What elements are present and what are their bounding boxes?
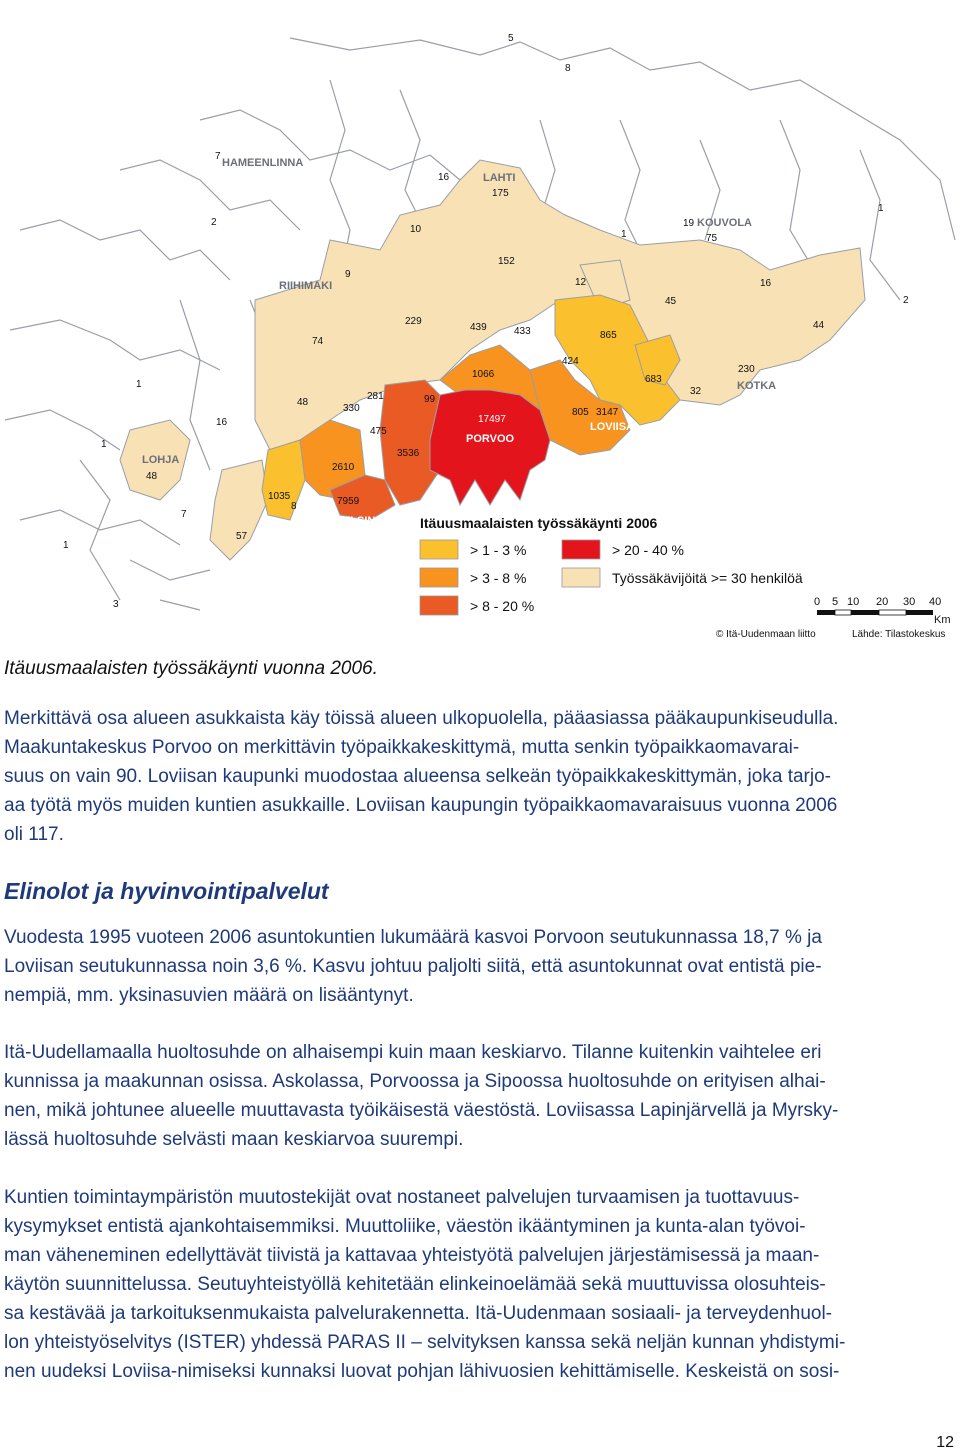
legend-title: Itäuusmaalaisten työssäkäynti 2006 — [420, 515, 658, 531]
legend-swatch-dark-orange — [420, 596, 458, 615]
paragraph-3: Itä-Uudellamaalla huoltosuhde on alhaisempi kuin maan keskiarvo. Tilanne kuitenkin vaihtelee eri kunnissa ja maakunnan osissa. Askolassa, Porvoossa ja Sipoossa huoltosuhde on erityisen alhai- nen, mikä johtunee alueelle muuttavasta työikäisestä väestöstä. Loviisassa Lapinjärvellä ja Myrsky- lässä huoltosuhde selvästi maan keskiarvoa suurempi. — [4, 1042, 839, 1150]
legend-swatch-yellow — [420, 540, 458, 559]
svg-text:99: 99 — [424, 394, 436, 405]
city-riihimaki: RIIHIMAKI — [279, 280, 333, 292]
svg-text:40: 40 — [929, 596, 942, 608]
svg-text:3536: 3536 — [397, 448, 420, 459]
paragraph-2: Vuodesta 1995 vuoteen 2006 asuntokuntien lukumäärä kasvoi Porvoon seutukunnassa 18,7 % ja Loviisan seutukunnassa noin 3,6 %. Kasvu johtuu paljolti siitä, että asuntokunnat ovat entistä pie- nempiä, mm. yksinasuvien määrä on lisääntynyt. — [4, 927, 822, 1006]
svg-text:2: 2 — [211, 217, 217, 228]
svg-text:865: 865 — [600, 330, 617, 341]
svg-text:48: 48 — [146, 471, 158, 482]
svg-text:32: 32 — [690, 386, 702, 397]
svg-text:229: 229 — [405, 316, 422, 327]
svg-text:48: 48 — [297, 397, 309, 408]
city-lahti: LAHTI — [483, 172, 516, 184]
svg-text:7959: 7959 — [337, 496, 360, 507]
svg-text:330: 330 — [343, 403, 360, 414]
svg-text:Km: Km — [934, 614, 951, 626]
svg-text:3: 3 — [113, 599, 119, 610]
svg-text:7: 7 — [181, 509, 187, 520]
figure-caption: Itäuusmaalaisten työssäkäynti vuonna 2006. — [4, 658, 378, 679]
city-lohja: LOHJA — [142, 454, 180, 466]
city-kotka: KOTKA — [737, 380, 777, 392]
svg-text:424: 424 — [562, 356, 579, 367]
svg-text:230: 230 — [738, 364, 755, 375]
svg-text:16: 16 — [216, 417, 228, 428]
svg-text:8: 8 — [565, 63, 571, 74]
svg-text:433: 433 — [514, 326, 531, 337]
city-loviisa: LOVIISA — [590, 421, 635, 433]
source-text: Lähde: Tilastokeskus — [852, 629, 946, 640]
section-heading: Elinolot ja hyvinvointipalvelut — [4, 878, 329, 904]
svg-text:16: 16 — [760, 278, 772, 289]
employment-map — [0, 0, 960, 645]
svg-text:75: 75 — [706, 233, 718, 244]
svg-text:45: 45 — [665, 296, 677, 307]
legend-swatch-beige — [562, 568, 600, 587]
paragraph-1: Merkittävä osa alueen asukkaista käy töissä alueen ulkopuolella, pääasiassa pääkaupunkiseudulla. Maakuntakeskus Porvoo on merkittävin työpaikkakeskittymä, mutta senkin työpaikkaomavarai- suus on vain 90. Loviisan kaupunki muodostaa alueensa selkeän työpaikkakeskittymän, joka tarjo- aa työtä myös muiden kuntien asukkaille. Loviisan kaupungin työpaikkaomavaraisuus vuonna 2006 oli 117. — [4, 708, 839, 845]
svg-text:439: 439 — [470, 322, 487, 333]
svg-text:9: 9 — [345, 269, 351, 280]
svg-text:3147: 3147 — [596, 407, 619, 418]
svg-text:2610: 2610 — [332, 462, 355, 473]
city-helsinki: HELSINKI — [335, 515, 387, 527]
legend-label-orange: > 3 - 8 % — [470, 570, 527, 586]
svg-text:152: 152 — [498, 256, 515, 267]
city-hameenlinna: HAMEENLINNA — [222, 157, 304, 169]
svg-text:2: 2 — [903, 295, 909, 306]
svg-text:8: 8 — [291, 501, 297, 512]
legend-swatch-orange — [420, 568, 458, 587]
svg-text:12: 12 — [575, 277, 587, 288]
city-porvoo: PORVOO — [466, 433, 515, 445]
svg-text:1: 1 — [621, 229, 627, 240]
svg-text:1035: 1035 — [268, 491, 291, 502]
svg-text:1: 1 — [63, 540, 69, 551]
svg-text:1: 1 — [101, 439, 107, 450]
svg-text:1: 1 — [878, 203, 884, 214]
svg-text:1: 1 — [136, 379, 142, 390]
legend-label-dark-orange: > 8 - 20 % — [470, 598, 535, 614]
red-area-porvoo — [430, 390, 550, 505]
svg-text:57: 57 — [236, 531, 248, 542]
svg-text:16: 16 — [438, 172, 450, 183]
svg-text:5: 5 — [508, 33, 514, 44]
svg-text:19: 19 — [683, 218, 695, 229]
svg-text:281: 281 — [367, 391, 384, 402]
city-kouvola: KOUVOLA — [697, 217, 752, 229]
map-legend — [414, 508, 954, 620]
svg-text:20: 20 — [876, 596, 889, 608]
legend-label-beige: Työssäkävijöitä >= 30 henkilöä — [612, 570, 803, 586]
svg-text:7: 7 — [215, 151, 221, 162]
copyright-text: © Itä-Uudenmaan liitto — [716, 629, 816, 640]
svg-text:30: 30 — [903, 596, 916, 608]
legend-label-yellow: > 1 - 3 % — [470, 542, 527, 558]
legend-swatch-red — [562, 540, 600, 559]
svg-text:1066: 1066 — [472, 369, 495, 380]
svg-text:10: 10 — [847, 596, 860, 608]
paragraph-4: Kuntien toimintaympäristön muutostekijät ovat nostaneet palvelujen turvaamisen ja tuottavuus- kysymykset entistä ajankohtaisemmiksi. Muuttoliike, väestön ikääntyminen ja kunta-alan työvoi- man väheneminen edellyttävät tiivistä ja kattavaa yhteistyötä palvelujen järjestämisessä ja maan- käytön suunnittelussa. Seutuyhteistyöllä kehitetään elinkeinoelämää sekä muuttuvissa olosuhteis- sa kestävää ja tarkoituksenmukaista palvelurakennetta. Itä-Uudenmaan sosiaali- ja terveydenhuol- lon yhteistyöselvitys (ISTER) yhdessä PARAS II – selvityksen kanssa sekä neljän kunnan yhdistymi- nen uudeksi Loviisa-nimiseksi kunnaksi luovat pohjan lähivuosien kehittämiselle. Keskeistä on sosi- — [4, 1187, 846, 1382]
svg-text:175: 175 — [492, 188, 509, 199]
page-number: 12 — [936, 1434, 954, 1451]
legend-label-red: > 20 - 40 % — [612, 542, 684, 558]
svg-text:74: 74 — [312, 336, 324, 347]
svg-text:5: 5 — [832, 596, 839, 608]
scale-bar — [814, 596, 951, 626]
svg-text:0: 0 — [814, 596, 821, 608]
svg-text:475: 475 — [370, 426, 387, 437]
svg-text:44: 44 — [813, 320, 825, 331]
svg-text:683: 683 — [645, 374, 662, 385]
svg-text:10: 10 — [410, 224, 422, 235]
svg-text:805: 805 — [572, 407, 589, 418]
svg-text:17497: 17497 — [478, 414, 506, 425]
